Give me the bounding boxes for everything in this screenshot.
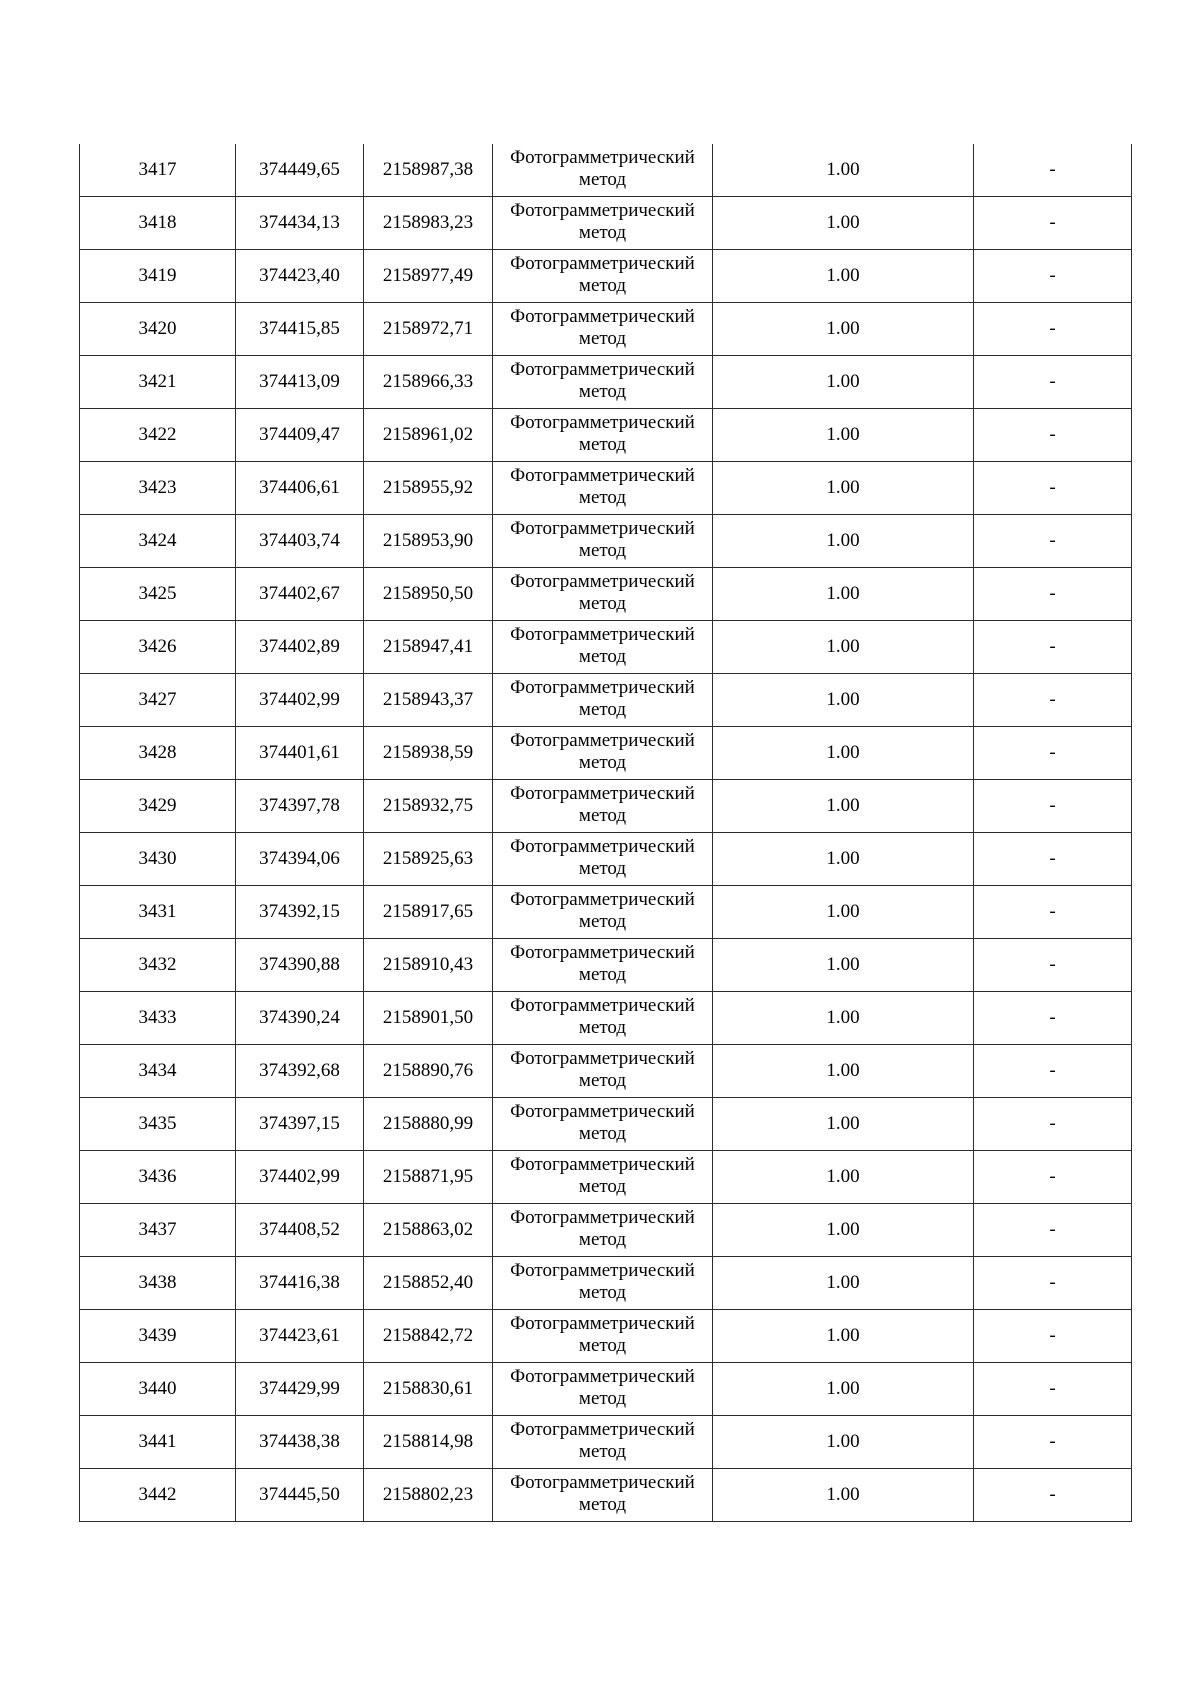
accuracy-cell: 1.00	[713, 356, 974, 409]
x-coordinate-cell: 374434,13	[236, 197, 364, 250]
method-cell	[493, 621, 713, 674]
y-coordinate-cell: 2158983,23	[364, 197, 493, 250]
accuracy-cell: 1.00	[713, 833, 974, 886]
method-line-2: метод	[578, 857, 627, 879]
method-line-2: метод	[578, 1069, 627, 1091]
method-cell	[493, 515, 713, 568]
point-number-cell: 3429	[80, 780, 236, 833]
method-line-1: Фотограмметрический	[510, 1206, 695, 1228]
accuracy-cell: 1.00	[713, 1257, 974, 1310]
y-coordinate-cell: 2158953,90	[364, 515, 493, 568]
method-line-2: метод	[578, 1493, 627, 1515]
table-row	[80, 462, 1132, 515]
note-cell: -	[974, 1257, 1132, 1310]
table-row	[80, 250, 1132, 303]
note-cell: -	[974, 356, 1132, 409]
note-cell: -	[974, 674, 1132, 727]
table-row	[80, 1204, 1132, 1257]
point-number-cell: 3433	[80, 992, 236, 1045]
point-number-cell: 3417	[80, 144, 236, 197]
table-row	[80, 621, 1132, 674]
method-line-1: Фотограмметрический	[510, 1100, 695, 1122]
note-cell: -	[974, 515, 1132, 568]
method-line-1: Фотограмметрический	[510, 570, 695, 592]
point-number-cell: 3425	[80, 568, 236, 621]
accuracy-cell: 1.00	[713, 1363, 974, 1416]
point-number-cell: 3435	[80, 1098, 236, 1151]
y-coordinate-cell: 2158932,75	[364, 780, 493, 833]
note-cell: -	[974, 462, 1132, 515]
accuracy-cell: 1.00	[713, 886, 974, 939]
accuracy-cell: 1.00	[713, 197, 974, 250]
note-cell: -	[974, 1416, 1132, 1469]
table-row	[80, 833, 1132, 886]
table-row	[80, 939, 1132, 992]
method-line-2: метод	[578, 539, 627, 561]
note-cell: -	[974, 1310, 1132, 1363]
method-line-2: метод	[578, 910, 627, 932]
method-cell	[493, 1416, 713, 1469]
x-coordinate-cell: 374416,38	[236, 1257, 364, 1310]
note-cell: -	[974, 568, 1132, 621]
method-cell	[493, 727, 713, 780]
accuracy-cell: 1.00	[713, 144, 974, 197]
point-number-cell: 3440	[80, 1363, 236, 1416]
x-coordinate-cell: 374413,09	[236, 356, 364, 409]
accuracy-cell: 1.00	[713, 1204, 974, 1257]
y-coordinate-cell: 2158950,50	[364, 568, 493, 621]
method-cell	[493, 886, 713, 939]
y-coordinate-cell: 2158910,43	[364, 939, 493, 992]
note-cell: -	[974, 1045, 1132, 1098]
accuracy-cell: 1.00	[713, 1469, 974, 1522]
x-coordinate-cell: 374438,38	[236, 1416, 364, 1469]
method-line-1: Фотограмметрический	[510, 358, 695, 380]
point-number-cell: 3438	[80, 1257, 236, 1310]
method-line-2: метод	[578, 327, 627, 349]
method-line-1: Фотограмметрический	[510, 464, 695, 486]
note-cell: -	[974, 939, 1132, 992]
method-cell	[493, 1257, 713, 1310]
y-coordinate-cell: 2158802,23	[364, 1469, 493, 1522]
x-coordinate-cell: 374403,74	[236, 515, 364, 568]
method-line-2: метод	[578, 168, 627, 190]
method-cell	[493, 1151, 713, 1204]
method-cell	[493, 992, 713, 1045]
method-line-2: метод	[578, 221, 627, 243]
x-coordinate-cell: 374392,15	[236, 886, 364, 939]
method-cell	[493, 1469, 713, 1522]
y-coordinate-cell: 2158938,59	[364, 727, 493, 780]
method-line-1: Фотограмметрический	[510, 1365, 695, 1387]
x-coordinate-cell: 374402,99	[236, 674, 364, 727]
x-coordinate-cell: 374397,78	[236, 780, 364, 833]
method-line-1: Фотограмметрический	[510, 252, 695, 274]
accuracy-cell: 1.00	[713, 250, 974, 303]
table-row	[80, 727, 1132, 780]
table-row	[80, 1416, 1132, 1469]
y-coordinate-cell: 2158943,37	[364, 674, 493, 727]
accuracy-cell: 1.00	[713, 621, 974, 674]
point-number-cell: 3418	[80, 197, 236, 250]
method-line-2: метод	[578, 963, 627, 985]
y-coordinate-cell: 2158977,49	[364, 250, 493, 303]
note-cell: -	[974, 886, 1132, 939]
table-row	[80, 1257, 1132, 1310]
note-cell: -	[974, 1204, 1132, 1257]
note-cell: -	[974, 303, 1132, 356]
x-coordinate-cell: 374401,61	[236, 727, 364, 780]
x-coordinate-cell: 374408,52	[236, 1204, 364, 1257]
method-line-2: метод	[578, 1440, 627, 1462]
note-cell: -	[974, 992, 1132, 1045]
method-line-1: Фотограмметрический	[510, 1153, 695, 1175]
table-row	[80, 1098, 1132, 1151]
note-cell: -	[974, 833, 1132, 886]
table-row	[80, 780, 1132, 833]
x-coordinate-cell: 374429,99	[236, 1363, 364, 1416]
point-number-cell: 3432	[80, 939, 236, 992]
table-row	[80, 568, 1132, 621]
method-line-1: Фотограмметрический	[510, 146, 695, 168]
x-coordinate-cell: 374445,50	[236, 1469, 364, 1522]
method-cell	[493, 144, 713, 197]
y-coordinate-cell: 2158917,65	[364, 886, 493, 939]
table-row	[80, 1469, 1132, 1522]
accuracy-cell: 1.00	[713, 780, 974, 833]
x-coordinate-cell: 374409,47	[236, 409, 364, 462]
point-number-cell: 3421	[80, 356, 236, 409]
method-cell	[493, 409, 713, 462]
note-cell: -	[974, 144, 1132, 197]
method-cell	[493, 1363, 713, 1416]
accuracy-cell: 1.00	[713, 462, 974, 515]
x-coordinate-cell: 374449,65	[236, 144, 364, 197]
x-coordinate-cell: 374390,24	[236, 992, 364, 1045]
method-line-1: Фотограмметрический	[510, 729, 695, 751]
point-number-cell: 3423	[80, 462, 236, 515]
table-row	[80, 674, 1132, 727]
note-cell: -	[974, 1098, 1132, 1151]
table-row	[80, 1363, 1132, 1416]
accuracy-cell: 1.00	[713, 674, 974, 727]
method-line-1: Фотограмметрический	[510, 1471, 695, 1493]
note-cell: -	[974, 1363, 1132, 1416]
accuracy-cell: 1.00	[713, 1416, 974, 1469]
note-cell: -	[974, 727, 1132, 780]
accuracy-cell: 1.00	[713, 409, 974, 462]
x-coordinate-cell: 374415,85	[236, 303, 364, 356]
y-coordinate-cell: 2158871,95	[364, 1151, 493, 1204]
point-number-cell: 3424	[80, 515, 236, 568]
method-cell	[493, 462, 713, 515]
y-coordinate-cell: 2158863,02	[364, 1204, 493, 1257]
method-line-2: метод	[578, 1334, 627, 1356]
method-line-1: Фотограмметрический	[510, 517, 695, 539]
method-line-2: метод	[578, 804, 627, 826]
method-line-1: Фотограмметрический	[510, 994, 695, 1016]
note-cell: -	[974, 250, 1132, 303]
method-cell	[493, 250, 713, 303]
method-line-1: Фотограмметрический	[510, 1418, 695, 1440]
method-line-2: метод	[578, 486, 627, 508]
method-line-1: Фотограмметрический	[510, 1312, 695, 1334]
table-row	[80, 515, 1132, 568]
accuracy-cell: 1.00	[713, 1310, 974, 1363]
x-coordinate-cell: 374402,99	[236, 1151, 364, 1204]
coordinates-table	[79, 144, 1132, 1522]
y-coordinate-cell: 2158925,63	[364, 833, 493, 886]
accuracy-cell: 1.00	[713, 992, 974, 1045]
method-line-2: метод	[578, 1228, 627, 1250]
x-coordinate-cell: 374402,67	[236, 568, 364, 621]
method-line-2: метод	[578, 1387, 627, 1409]
accuracy-cell: 1.00	[713, 303, 974, 356]
y-coordinate-cell: 2158947,41	[364, 621, 493, 674]
table-row	[80, 1151, 1132, 1204]
y-coordinate-cell: 2158814,98	[364, 1416, 493, 1469]
accuracy-cell: 1.00	[713, 1045, 974, 1098]
point-number-cell: 3439	[80, 1310, 236, 1363]
method-line-1: Фотограмметрический	[510, 1047, 695, 1069]
x-coordinate-cell: 374390,88	[236, 939, 364, 992]
method-line-2: метод	[578, 1281, 627, 1303]
note-cell: -	[974, 780, 1132, 833]
method-line-2: метод	[578, 380, 627, 402]
table-row	[80, 992, 1132, 1045]
method-line-2: метод	[578, 1016, 627, 1038]
y-coordinate-cell: 2158830,61	[364, 1363, 493, 1416]
method-line-1: Фотограмметрический	[510, 305, 695, 327]
table-body	[80, 144, 1132, 1522]
method-line-1: Фотограмметрический	[510, 782, 695, 804]
method-cell	[493, 674, 713, 727]
method-line-1: Фотограмметрический	[510, 623, 695, 645]
accuracy-cell: 1.00	[713, 568, 974, 621]
note-cell: -	[974, 1469, 1132, 1522]
point-number-cell: 3420	[80, 303, 236, 356]
y-coordinate-cell: 2158972,71	[364, 303, 493, 356]
point-number-cell: 3437	[80, 1204, 236, 1257]
point-number-cell: 3442	[80, 1469, 236, 1522]
method-cell	[493, 939, 713, 992]
method-line-2: метод	[578, 592, 627, 614]
table-row	[80, 356, 1132, 409]
point-number-cell: 3434	[80, 1045, 236, 1098]
method-line-2: метод	[578, 274, 627, 296]
table-row	[80, 303, 1132, 356]
x-coordinate-cell: 374423,61	[236, 1310, 364, 1363]
point-number-cell: 3436	[80, 1151, 236, 1204]
method-line-2: метод	[578, 1175, 627, 1197]
point-number-cell: 3426	[80, 621, 236, 674]
x-coordinate-cell: 374394,06	[236, 833, 364, 886]
note-cell: -	[974, 409, 1132, 462]
y-coordinate-cell: 2158961,02	[364, 409, 493, 462]
method-line-1: Фотограмметрический	[510, 835, 695, 857]
method-line-2: метод	[578, 433, 627, 455]
method-cell	[493, 1310, 713, 1363]
table-row	[80, 197, 1132, 250]
method-cell	[493, 197, 713, 250]
y-coordinate-cell: 2158955,92	[364, 462, 493, 515]
point-number-cell: 3427	[80, 674, 236, 727]
y-coordinate-cell: 2158852,40	[364, 1257, 493, 1310]
point-number-cell: 3441	[80, 1416, 236, 1469]
method-cell	[493, 568, 713, 621]
accuracy-cell: 1.00	[713, 1098, 974, 1151]
point-number-cell: 3428	[80, 727, 236, 780]
note-cell: -	[974, 621, 1132, 674]
method-cell	[493, 1204, 713, 1257]
method-line-1: Фотограмметрический	[510, 199, 695, 221]
point-number-cell: 3419	[80, 250, 236, 303]
method-line-1: Фотограмметрический	[510, 941, 695, 963]
method-line-2: метод	[578, 1122, 627, 1144]
accuracy-cell: 1.00	[713, 727, 974, 780]
note-cell: -	[974, 197, 1132, 250]
method-line-1: Фотограмметрический	[510, 888, 695, 910]
y-coordinate-cell: 2158987,38	[364, 144, 493, 197]
method-cell	[493, 1098, 713, 1151]
table-row	[80, 1045, 1132, 1098]
accuracy-cell: 1.00	[713, 1151, 974, 1204]
x-coordinate-cell: 374402,89	[236, 621, 364, 674]
method-line-1: Фотограмметрический	[510, 411, 695, 433]
table-row	[80, 886, 1132, 939]
y-coordinate-cell: 2158966,33	[364, 356, 493, 409]
x-coordinate-cell: 374397,15	[236, 1098, 364, 1151]
point-number-cell: 3430	[80, 833, 236, 886]
method-cell	[493, 356, 713, 409]
method-cell	[493, 1045, 713, 1098]
point-number-cell: 3431	[80, 886, 236, 939]
y-coordinate-cell: 2158880,99	[364, 1098, 493, 1151]
method-line-2: метод	[578, 645, 627, 667]
y-coordinate-cell: 2158842,72	[364, 1310, 493, 1363]
method-line-1: Фотограмметрический	[510, 1259, 695, 1281]
x-coordinate-cell: 374392,68	[236, 1045, 364, 1098]
point-number-cell: 3422	[80, 409, 236, 462]
accuracy-cell: 1.00	[713, 939, 974, 992]
y-coordinate-cell: 2158890,76	[364, 1045, 493, 1098]
method-cell	[493, 833, 713, 886]
y-coordinate-cell: 2158901,50	[364, 992, 493, 1045]
x-coordinate-cell: 374406,61	[236, 462, 364, 515]
method-line-1: Фотограмметрический	[510, 676, 695, 698]
note-cell: -	[974, 1151, 1132, 1204]
method-line-2: метод	[578, 698, 627, 720]
method-cell	[493, 780, 713, 833]
x-coordinate-cell: 374423,40	[236, 250, 364, 303]
method-cell	[493, 303, 713, 356]
accuracy-cell: 1.00	[713, 515, 974, 568]
table-row	[80, 144, 1132, 197]
method-line-2: метод	[578, 751, 627, 773]
table-row	[80, 409, 1132, 462]
table-row	[80, 1310, 1132, 1363]
